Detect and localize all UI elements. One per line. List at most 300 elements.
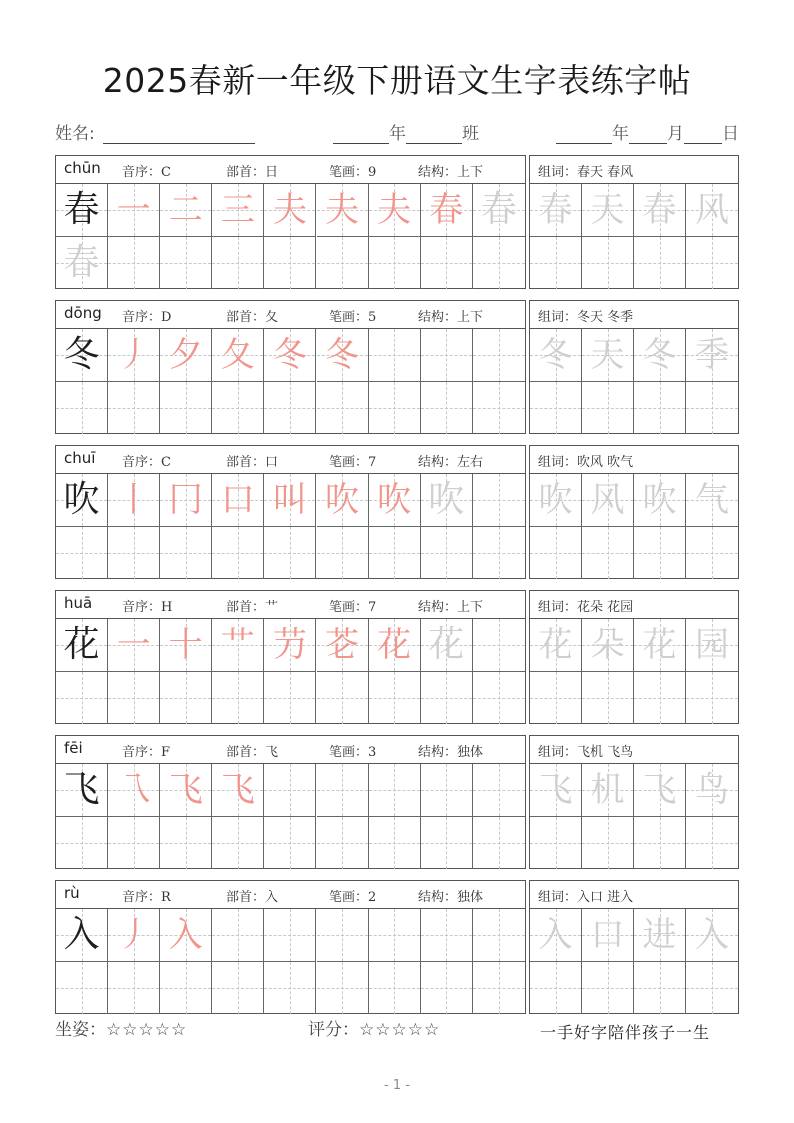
words-info (538, 741, 633, 760)
stroke-order-glyph: 入 (168, 915, 203, 955)
word-grid-cell[interactable] (582, 527, 634, 580)
stroke-order-glyph: 二 (168, 190, 203, 230)
stroke-practice-panel (55, 735, 526, 869)
writing-grid-cell[interactable] (317, 527, 369, 580)
model-character-cell[interactable] (56, 329, 108, 382)
yinxu-info-value: D (161, 310, 172, 325)
word-practice-panel (529, 155, 739, 289)
word-grid-cell[interactable] (634, 184, 686, 237)
radical-info (226, 306, 278, 325)
writing-grid-cell[interactable] (264, 382, 316, 435)
stroke-order-glyph: 吹 (377, 480, 412, 520)
word-grid-cell[interactable] (634, 474, 686, 527)
word-grid-cell[interactable] (634, 909, 686, 962)
writing-grid-cell[interactable] (108, 909, 160, 962)
word-trace-character: 花 (538, 625, 573, 665)
date-month-label: 月 (667, 124, 684, 144)
writing-grid-cell[interactable] (264, 909, 316, 962)
model-character: 飞 (63, 769, 100, 810)
writing-grid-cell[interactable] (264, 329, 316, 382)
word-grid-cell[interactable] (530, 619, 582, 672)
class-field-group (333, 124, 479, 144)
model-character-cell[interactable] (56, 909, 108, 962)
writing-grid-cell[interactable] (317, 184, 369, 237)
writing-grid-cell[interactable] (212, 909, 264, 962)
word-grid-cell[interactable] (582, 237, 634, 290)
word-trace-character: 飞 (642, 770, 677, 810)
writing-grid-cell[interactable] (317, 382, 369, 435)
radical-info-value: 夂 (265, 310, 279, 325)
writing-grid-cell[interactable] (421, 237, 473, 290)
stroke-order-glyph: 夕 (168, 335, 203, 375)
name-blank[interactable] (103, 125, 255, 144)
words-value: 飞机 飞鸟 (577, 745, 634, 760)
writing-grid-cell[interactable] (160, 382, 212, 435)
structure-info-value: 上下 (457, 165, 484, 180)
writing-grid-cell[interactable] (108, 329, 160, 382)
character-info-bar (56, 446, 525, 474)
stroke-order-glyph: 冂 (168, 480, 203, 520)
stroke-order-glyph: 艹 (220, 625, 255, 665)
stroke-count-info (329, 306, 376, 325)
stroke-practice-panel (55, 590, 526, 724)
score-stars[interactable]: ☆☆☆☆☆ (359, 1020, 441, 1040)
radical-info-label: 部首： (226, 890, 266, 905)
writing-grid-cell[interactable] (473, 962, 525, 1015)
radical-info-value: 日 (265, 165, 279, 180)
word-trace-character: 花 (642, 625, 677, 665)
writing-grid-cell[interactable] (369, 962, 421, 1015)
stroke-count-info-label: 笔画： (329, 600, 369, 615)
writing-grid-cell[interactable] (212, 619, 264, 672)
writing-grid-cell[interactable] (421, 619, 473, 672)
writing-grid-cell[interactable] (369, 474, 421, 527)
writing-grid-cell[interactable] (473, 619, 525, 672)
structure-info-value: 上下 (457, 600, 484, 615)
word-grid-cell[interactable] (686, 817, 738, 870)
word-grid-cell[interactable] (530, 764, 582, 817)
yinxu-info (122, 741, 170, 760)
writing-grid-cell[interactable] (421, 474, 473, 527)
word-grid-cell[interactable] (582, 962, 634, 1015)
word-grid-cell[interactable] (530, 527, 582, 580)
word-grid-cell[interactable] (530, 909, 582, 962)
structure-info (418, 306, 483, 325)
writing-grid-cell[interactable] (108, 527, 160, 580)
word-grid-cell[interactable] (582, 474, 634, 527)
writing-grid-cell[interactable] (369, 672, 421, 725)
model-character: 入 (63, 914, 100, 955)
stroke-order-glyph: 吹 (325, 480, 360, 520)
word-grid-cell[interactable] (582, 382, 634, 435)
structure-info-label: 结构： (418, 745, 458, 760)
yinxu-info-label: 音序： (122, 890, 162, 905)
writing-grid-cell[interactable] (108, 672, 160, 725)
grade-blank[interactable] (333, 125, 389, 144)
yinxu-info-label: 音序： (122, 600, 162, 615)
writing-grid-cell[interactable] (473, 817, 525, 870)
model-character-cell[interactable] (56, 764, 108, 817)
word-grid-cell[interactable] (634, 237, 686, 290)
radical-info (226, 451, 278, 470)
pinyin-label: dōng (64, 304, 102, 322)
writing-grid-cell[interactable] (473, 237, 525, 290)
writing-grid-cell[interactable] (264, 672, 316, 725)
writing-grid-cell[interactable] (473, 474, 525, 527)
words-value: 冬天 冬季 (577, 310, 634, 325)
writing-grid-cell[interactable] (317, 817, 369, 870)
writing-grid-cell[interactable] (317, 962, 369, 1015)
writing-grid-cell[interactable] (264, 962, 316, 1015)
word-grid-cell[interactable] (686, 237, 738, 290)
stroke-order-glyph: 叫 (272, 480, 307, 520)
writing-grid-cell[interactable] (264, 184, 316, 237)
writing-grid-cell[interactable] (56, 527, 108, 580)
word-trace-character: 气 (695, 480, 729, 520)
name-field-group (55, 124, 255, 144)
character-info-bar (56, 591, 525, 619)
word-grid-cell[interactable] (634, 619, 686, 672)
stroke-count-info (329, 596, 376, 615)
model-character: 冬 (63, 334, 100, 375)
writing-grid-cell[interactable] (56, 817, 108, 870)
word-grid-cell[interactable] (582, 619, 634, 672)
writing-grid-cell[interactable] (212, 672, 264, 725)
radical-info (226, 741, 278, 760)
writing-grid-cell[interactable] (56, 672, 108, 725)
writing-grid-cell[interactable] (264, 237, 316, 290)
writing-grid-cell[interactable] (421, 329, 473, 382)
word-grid-cell[interactable] (686, 764, 738, 817)
stroke-count-info-value: 3 (368, 745, 377, 760)
structure-info-value: 上下 (457, 310, 484, 325)
word-practice-panel (529, 590, 739, 724)
writing-grid-cell[interactable] (473, 909, 525, 962)
model-character: 吹 (63, 479, 100, 520)
trace-character: 春 (63, 241, 100, 283)
yinxu-info-value: F (161, 745, 171, 760)
writing-grid-cell[interactable] (160, 619, 212, 672)
stroke-order-glyph: 春 (429, 190, 464, 230)
word-grid-cell[interactable] (582, 909, 634, 962)
word-grid-cell[interactable] (686, 527, 738, 580)
word-trace-character: 春 (642, 190, 677, 230)
word-grid-cell[interactable] (530, 962, 582, 1015)
model-character-cell[interactable] (56, 619, 108, 672)
writing-grid-cell[interactable] (108, 962, 160, 1015)
writing-grid-cell[interactable] (369, 184, 421, 237)
word-grid-cell[interactable] (686, 474, 738, 527)
word-trace-character: 天 (590, 335, 625, 375)
word-trace-character: 入 (695, 915, 729, 955)
word-grid-cell[interactable] (530, 474, 582, 527)
word-grid-cell[interactable] (634, 764, 686, 817)
stroke-count-info-label: 笔画： (329, 890, 369, 905)
word-trace-character: 吹 (538, 480, 573, 520)
writing-grid-cell[interactable] (212, 962, 264, 1015)
stroke-practice-panel (55, 155, 526, 289)
character-block (55, 880, 739, 1014)
word-grid-cell[interactable] (582, 817, 634, 870)
writing-grid-cell[interactable] (264, 527, 316, 580)
writing-grid-cell[interactable] (212, 474, 264, 527)
word-trace-character: 入 (538, 915, 573, 955)
writing-grid-cell[interactable] (317, 764, 369, 817)
stroke-practice-panel (55, 445, 526, 579)
radical-info-value: 艹 (265, 600, 279, 615)
word-trace-character: 风 (695, 190, 729, 230)
writing-grid-cell[interactable] (369, 527, 421, 580)
pinyin-label: huā (64, 594, 93, 612)
posture-rating (55, 1019, 187, 1041)
writing-grid-cell[interactable] (473, 672, 525, 725)
character-block (55, 590, 739, 724)
word-practice-panel (529, 735, 739, 869)
writing-grid-cell[interactable] (56, 382, 108, 435)
writing-grid-cell[interactable] (160, 237, 212, 290)
word-grid-cell[interactable] (686, 619, 738, 672)
writing-grid-cell[interactable] (212, 764, 264, 817)
structure-info (418, 596, 483, 615)
writing-grid-cell[interactable] (212, 329, 264, 382)
stroke-order-glyph: 春 (480, 189, 517, 230)
structure-info-value: 左右 (457, 455, 484, 470)
word-grid-cell[interactable] (530, 672, 582, 725)
writing-grid-cell[interactable] (369, 382, 421, 435)
writing-grid-cell[interactable] (212, 237, 264, 290)
model-character-cell[interactable] (56, 184, 108, 237)
stroke-count-info-label: 笔画： (329, 165, 369, 180)
word-grid-cell[interactable] (582, 764, 634, 817)
date-month-blank[interactable] (629, 125, 667, 144)
structure-info (418, 451, 483, 470)
writing-grid-cell[interactable] (212, 817, 264, 870)
writing-grid-cell[interactable] (317, 474, 369, 527)
page-title: 2025春新一年级下册语文生字表练字帖 (102, 61, 692, 100)
writing-grid-cell[interactable] (160, 962, 212, 1015)
writing-grid-cell[interactable] (56, 237, 108, 290)
radical-info-value: 入 (265, 890, 279, 905)
writing-grid-cell[interactable] (264, 817, 316, 870)
writing-grid-cell[interactable] (108, 237, 160, 290)
character-info-bar (56, 301, 525, 329)
writing-grid-cell[interactable] (369, 329, 421, 382)
word-grid-cell[interactable] (582, 184, 634, 237)
posture-stars[interactable]: ☆☆☆☆☆ (106, 1020, 188, 1040)
date-year-label: 年 (612, 124, 629, 144)
word-grid-cell[interactable] (686, 909, 738, 962)
word-trace-character: 机 (590, 770, 625, 810)
word-practice-panel (529, 445, 739, 579)
word-grid-cell[interactable] (686, 382, 738, 435)
writing-grid-cell[interactable] (160, 329, 212, 382)
writing-grid-cell[interactable] (421, 909, 473, 962)
class-blank[interactable] (406, 125, 462, 144)
writing-grid-cell[interactable] (160, 672, 212, 725)
writing-grid-cell[interactable] (421, 184, 473, 237)
yinxu-info (122, 161, 171, 180)
word-grid-cell[interactable] (686, 329, 738, 382)
word-grid-cell[interactable] (634, 329, 686, 382)
word-grid-cell[interactable] (530, 817, 582, 870)
writing-grid-cell[interactable] (160, 909, 212, 962)
word-trace-character: 春 (538, 190, 573, 230)
date-day-blank[interactable] (684, 125, 722, 144)
yinxu-info (122, 596, 172, 615)
pinyin-label: chūn (64, 159, 101, 177)
radical-info-label: 部首： (226, 600, 266, 615)
writing-grid-cell[interactable] (317, 672, 369, 725)
structure-info (418, 741, 483, 760)
model-character-cell[interactable] (56, 474, 108, 527)
words-label: 组词： (538, 890, 578, 905)
writing-grid-cell[interactable] (160, 474, 212, 527)
stroke-count-info-label: 笔画： (329, 455, 369, 470)
radical-info (226, 596, 278, 615)
writing-grid-cell[interactable] (160, 184, 212, 237)
writing-grid-cell[interactable] (473, 329, 525, 382)
word-trace-character: 冬 (642, 335, 677, 375)
word-info-bar (530, 446, 738, 474)
writing-grid-cell[interactable] (369, 817, 421, 870)
stroke-count-info (329, 451, 376, 470)
writing-grid-cell[interactable] (212, 184, 264, 237)
yinxu-info-value: R (161, 890, 171, 905)
model-character: 花 (63, 624, 100, 665)
words-value: 花朵 花园 (577, 600, 634, 615)
writing-grid-cell[interactable] (421, 527, 473, 580)
writing-grid-cell[interactable] (108, 817, 160, 870)
word-grid-cell[interactable] (530, 237, 582, 290)
stroke-order-glyph: 花 (428, 624, 465, 665)
writing-grid-cell[interactable] (212, 527, 264, 580)
character-block (55, 300, 739, 434)
word-trace-character: 天 (590, 190, 625, 230)
writing-grid-cell[interactable] (264, 764, 316, 817)
word-grid-cell[interactable] (582, 329, 634, 382)
date-field-group (556, 124, 739, 144)
writing-grid-cell[interactable] (160, 764, 212, 817)
pinyin-label: chuī (64, 449, 96, 467)
yinxu-info-value: C (161, 165, 171, 180)
stroke-order-glyph: 冬 (325, 335, 360, 375)
writing-grid-cell[interactable] (108, 619, 160, 672)
writing-grid-cell[interactable] (108, 184, 160, 237)
word-info-bar (530, 591, 738, 619)
writing-grid-cell[interactable] (369, 909, 421, 962)
writing-grid-cell[interactable] (421, 962, 473, 1015)
writing-grid-cell[interactable] (473, 382, 525, 435)
word-grid-cell[interactable] (582, 672, 634, 725)
structure-info-value: 独体 (457, 745, 484, 760)
stroke-count-info (329, 886, 376, 905)
writing-grid-cell[interactable] (108, 474, 160, 527)
pinyin-label: fēi (64, 739, 83, 757)
stroke-order-glyph: 三 (220, 190, 255, 230)
writing-grid-cell[interactable] (473, 184, 525, 237)
word-trace-character: 口 (590, 915, 625, 955)
radical-info (226, 161, 278, 180)
name-label: 姓名: (55, 124, 95, 144)
writing-grid-cell[interactable] (264, 619, 316, 672)
word-grid-cell[interactable] (686, 184, 738, 237)
structure-info (418, 161, 483, 180)
word-grid-cell[interactable] (634, 962, 686, 1015)
word-grid-cell[interactable] (686, 962, 738, 1015)
stroke-order-glyph: 口 (220, 480, 255, 520)
writing-grid-cell[interactable] (264, 474, 316, 527)
writing-grid-cell[interactable] (369, 764, 421, 817)
character-info-bar (56, 156, 525, 184)
stroke-count-info (329, 741, 376, 760)
writing-grid-cell[interactable] (212, 382, 264, 435)
radical-info-value: 飞 (265, 745, 279, 760)
writing-grid-cell[interactable] (108, 764, 160, 817)
words-value: 春天 春风 (577, 165, 634, 180)
word-grid-cell[interactable] (530, 184, 582, 237)
word-grid-cell[interactable] (634, 527, 686, 580)
words-value: 吹风 吹气 (577, 455, 634, 470)
stroke-order-glyph: 飞 (168, 770, 203, 810)
writing-grid-cell[interactable] (369, 619, 421, 672)
words-label: 组词： (538, 600, 578, 615)
word-trace-character: 风 (590, 480, 625, 520)
word-grid-cell[interactable] (530, 382, 582, 435)
word-practice-panel (529, 880, 739, 1014)
structure-info-label: 结构： (418, 455, 458, 470)
word-grid-cell[interactable] (634, 672, 686, 725)
writing-grid-cell[interactable] (473, 527, 525, 580)
writing-grid-cell[interactable] (56, 962, 108, 1015)
writing-grid-cell[interactable] (317, 237, 369, 290)
page-number: - 1 - (384, 1078, 410, 1093)
writing-grid-cell[interactable] (473, 764, 525, 817)
writing-grid-cell[interactable] (317, 909, 369, 962)
stroke-count-info-value: 5 (368, 310, 377, 325)
writing-grid-cell[interactable] (421, 382, 473, 435)
word-grid-cell[interactable] (634, 817, 686, 870)
stroke-order-glyph: 夂 (220, 335, 255, 375)
writing-grid-cell[interactable] (160, 527, 212, 580)
word-grid-cell[interactable] (686, 672, 738, 725)
writing-grid-cell[interactable] (421, 672, 473, 725)
writing-grid-cell[interactable] (317, 329, 369, 382)
word-info-bar (530, 881, 738, 909)
stroke-count-info (329, 161, 376, 180)
yinxu-info-label: 音序： (122, 455, 162, 470)
words-info (538, 161, 633, 180)
stroke-count-info-value: 2 (368, 890, 377, 905)
writing-grid-cell[interactable] (160, 817, 212, 870)
writing-grid-cell[interactable] (317, 619, 369, 672)
word-grid-cell[interactable] (634, 382, 686, 435)
writing-grid-cell[interactable] (421, 764, 473, 817)
character-info-bar (56, 881, 525, 909)
stroke-order-glyph: 夫 (325, 190, 360, 230)
writing-grid-cell[interactable] (369, 237, 421, 290)
structure-info-value: 独体 (457, 890, 484, 905)
writing-grid-cell[interactable] (421, 817, 473, 870)
model-character: 春 (63, 189, 100, 230)
stroke-order-glyph: 芀 (272, 625, 307, 665)
writing-grid-cell[interactable] (108, 382, 160, 435)
date-year-blank[interactable] (556, 125, 612, 144)
structure-info-label: 结构： (418, 310, 458, 325)
word-grid-cell[interactable] (530, 329, 582, 382)
word-trace-character: 鸟 (695, 770, 729, 810)
stroke-order-glyph: 丿 (116, 335, 151, 375)
words-value: 入口 进入 (577, 890, 634, 905)
